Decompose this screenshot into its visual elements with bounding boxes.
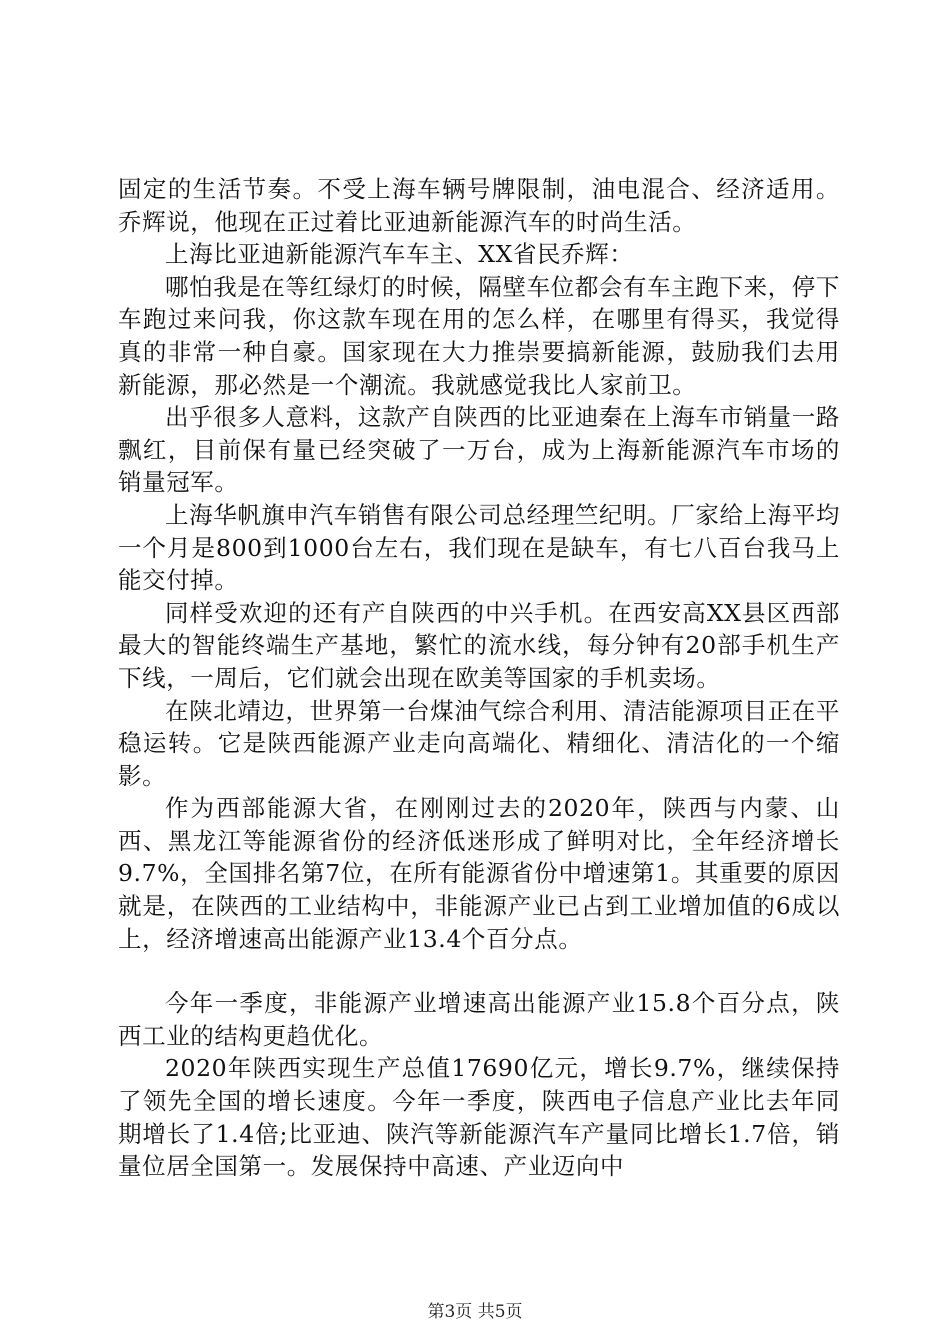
document-body [118, 173, 840, 1183]
paragraph-speaker-intro: 上海比亚迪新能源汽车车主、XX省民乔辉： [165, 240, 634, 269]
paragraph-gap [118, 955, 840, 987]
paragraph-zte: 同样受欢迎的还有产自陕西的中兴手机。在西安高XX县区西部最大的智能终端生产基地，繁忙的流水线，每分钟有20部手机生产下线，一周后，它们就会出现在欧美等国家的手机卖场。 [118, 598, 840, 692]
paragraph-dealer: 上海华帆旗申汽车销售有限公司总经理竺纪明。厂家给上海平均一个月是800到1000台左右，我们现在是缺车，有七八百台我马上能交付掉。 [118, 500, 840, 595]
page-number-footer: 第3页 共5页 [427, 1302, 523, 1322]
paragraph-energy-province: 作为西部能源大省，在刚刚过去的2020年，陕西与内蒙、山西、黑龙江等能源省份的经济低迷形成了鲜明对比，全年经济增长9.7%，全国排名第7位，在所有能源省份中增速第1。其重要的原因就是，在陕西的工业结构中，非能源产业已占到工业增加值的6成以上，经济增速高出能源产业13.4个百分点。 [118, 794, 840, 953]
paragraph-sales: 出乎很多人意料，这款产自陕西的比亚迪秦在上海车市销量一路飘红，目前保有量已经突破了一万台，成为上海新能源汽车市场的销量冠军。 [118, 403, 840, 497]
paragraph-jingbian: 在陕北靖边，世界第一台煤油气综合利用、清洁能源项目正在平稳运转。它是陕西能源产业走向高端化、精细化、清洁化的一个缩影。 [118, 696, 840, 790]
paragraph-quote: 哪怕我是在等红绿灯的时候，隔壁车位都会有车主跑下来，停下车跑过来问我，你这款车现在用的怎么样，在哪里有得买，我觉得真的非常一种自豪。国家现在大力推崇要搞新能源，鼓励我们去用新能源，那必然是一个潮流。我就感觉我比人家前卫。 [118, 272, 840, 399]
paragraph-first-quarter: 今年一季度，非能源产业增速高出能源产业15.8个百分点，陕西工业的结构更趋优化。 [118, 989, 840, 1050]
paragraph-continuation: 固定的生活节奏。不受上海车辆号牌限制，油电混合、经济适用。乔辉说，他现在正过着比亚迪新能源汽车的时尚生活。 [118, 175, 840, 236]
paragraph-gdp: 2020年陕西实现生产总值17690亿元，增长9.7%，继续保持了领先全国的增长速度。今年一季度，陕西电子信息产业比去年同期增长了1.4倍;比亚迪、陕汽等新能源汽车产量同比增长1.7倍，销量位居全国第一。发展保持中高速、产业迈向中 [118, 1054, 840, 1181]
